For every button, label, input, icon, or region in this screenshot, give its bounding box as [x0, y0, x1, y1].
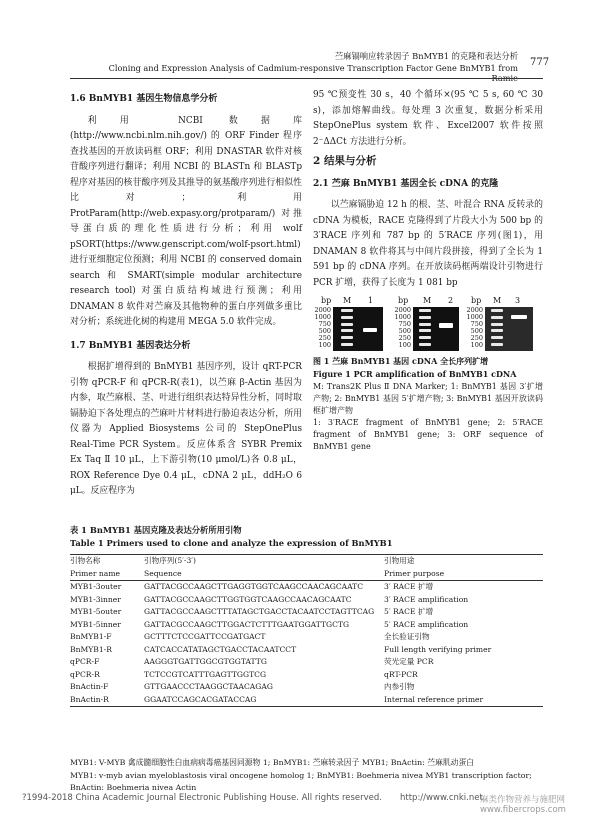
table-row: [70, 594, 543, 607]
ladder-2000: 2000: [314, 306, 331, 314]
table-row: [70, 669, 543, 682]
table-row: [70, 694, 543, 707]
table-title-en: Table 1 Primers used to clone and analyze the expression of BnMYB1: [70, 538, 393, 548]
primer-purpose: Full length verifying primer: [384, 644, 492, 654]
ladder-100: 100: [470, 341, 483, 349]
ladder-250: 250: [318, 334, 331, 342]
lane-label-2: 2: [448, 296, 454, 305]
table-row: [70, 681, 543, 694]
primer-purpose: 5′ RACE 扩增: [384, 607, 434, 616]
table-row: [70, 656, 543, 669]
section-1-6-body: 利用 NCBI 数据库 (http://www.ncbi.nlm.nih.gov/) 的 ORF Finder 程序查找基因的开放读码框 ORF；利用 DNASTAR 软件对核苷酸序列进行翻译；利用 NCBI 的 BLASTn 和 BLASTp 程序对基因的核苷酸序列及其推导的氨基酸序列进行相似性比对；利用 ProtParam(http://web.expasy.org/protparam/) 对推导蛋白质的理化性质进行分析；利用 wolf pSORT(https://www.genscript.com/wolf-psort.html) 进行亚细胞定位预测；利用 NCBI 的 conserved domain search 和 SMART(simple modular architecture research tool) 对蛋白质结构域进行预测；利用 DNAMAN 8 软件对苎麻及其他物种的蛋白序列做多重比对分析；系统进化树的构建用 MEGA 5.0 软件完成。: [70, 115, 302, 327]
gel-figure: [313, 293, 543, 451]
caption-en: Figure 1 PCR amplification of BnMYB1 cDNA: [313, 369, 517, 379]
primer-purpose: 3′ RACE 扩增: [384, 582, 434, 591]
left-column: [70, 88, 302, 500]
ladder-500: 500: [318, 327, 331, 335]
lane-label-bp: bp: [321, 296, 332, 305]
ladder-500: 500: [470, 327, 483, 335]
primer-name: MYB1-5outer: [70, 607, 122, 616]
table-row: [70, 606, 543, 619]
primer-sequence: CATCACCATATAGCTGACCTACAATCCT: [144, 644, 297, 654]
ladder-1000: 1000: [394, 313, 411, 321]
primer-sequence: GATTACGCCAAGCTTTATAGCTGACCTACAATCCTAGTTCAG: [144, 607, 375, 616]
section-2-1-heading: 2.1 苎麻 BnMYB1 基因全长 cDNA 的克隆: [313, 178, 499, 189]
table-note-en: MYB1: v-myb avian myeloblastosis viral oncogene homolog 1; BnMYB1: Boehmeria nivea MYB1 transcription factor; BnActin: Boehmeria nivea Actin: [70, 770, 532, 792]
section-1-7-heading: 1.7 BnMYB1 基因表达分析: [70, 340, 191, 351]
table-header-cn: 引物名称 引物序列(5′-3′) 引物用途: [70, 556, 415, 565]
section-2-heading: 2 结果与分析: [313, 155, 377, 167]
table-body: [70, 581, 543, 706]
ladder-750: 750: [318, 320, 331, 328]
header-rule: [70, 78, 543, 79]
lane-label-1: 1: [368, 296, 374, 305]
primer-name: MYB1-5inner: [70, 619, 121, 629]
figure-caption: [313, 355, 543, 453]
section-2-1-body: 以苎麻镉胁迫 12 h 的根、茎、叶混合 RNA 反转录的 cDNA 为模板，RACE 克隆得到了片段大小为 500 bp 的 3′RACE 序列和 787 bp 的 5′RACE 序列(图1)，用 DNAMAN 8 软件将其与中间片段拼接，得到了全长为 1 591 bp 的 cDNA 序列。在开放读码框两端设计引物进行 PCR 扩增，获得了长度为 1 081 bp: [313, 200, 543, 288]
lane-label-marker: M: [423, 296, 432, 305]
primer-name: BnMYB1-F: [70, 632, 112, 641]
table-note: [70, 757, 543, 795]
primer-table: [70, 554, 543, 707]
primer-sequence: GGAATCCAGCACGATACCAG: [144, 694, 257, 704]
lane-label-bp: bp: [398, 296, 409, 305]
caption-lanes-en: 1: 3′RACE fragment of BnMYB1 gene; 2: 5′RACE fragment of BnMYB1 gene; 3: ORF sequence of BnMYB1 gene: [313, 418, 543, 451]
table-title-cn: 表 1 BnMYB1 基因克隆及表达分析所用引物: [70, 525, 242, 535]
lane-label-bp: bp: [471, 296, 482, 305]
ladder-500: 500: [398, 327, 411, 335]
primer-purpose: qRT-PCR: [384, 669, 418, 679]
running-title-en: Cloning and Expression Analysis of Cadmium-responsive Transcription Factor Gene BnMYB1 from Ramie: [108, 63, 518, 83]
primer-sequence: TCTCCGTCATTTGAGTTGGTCG: [144, 669, 267, 679]
primer-sequence: GCTTTCTCCGATTCCGATGACT: [144, 632, 266, 641]
lane-label-3: 3: [515, 296, 521, 305]
ladder-250: 250: [398, 334, 411, 342]
table-row: [70, 581, 543, 594]
ladder-2000: 2000: [394, 306, 411, 314]
primer-name: BnMYB1-R: [70, 644, 112, 654]
lane-label-marker: M: [343, 296, 352, 305]
primer-name: MYB1-3inner: [70, 594, 121, 604]
ladder-1000: 1000: [314, 313, 331, 321]
page-number: 777: [530, 57, 550, 68]
caption-lanes-cn: M: Trans2K Plus Ⅱ DNA Marker; 1: BnMYB1 基因 3′扩增产物; 2: BnMYB1 基因 5′扩增产物; 3: BnMYB1 基因开放读码框扩增产物: [313, 382, 543, 415]
copyright: ?1994-2018 China Academic Journal Electronic Publishing House. All rights reserved.: [22, 793, 382, 803]
ladder-750: 750: [398, 320, 411, 328]
primer-purpose: 荧光定量 PCR: [384, 657, 434, 666]
primer-purpose: 5′ RACE amplification: [384, 619, 469, 629]
ladder-2000: 2000: [466, 306, 483, 314]
primer-name: BnActin-R: [70, 694, 109, 704]
table-row: [70, 644, 543, 657]
caption-cn: 图 1 苎麻 BnMYB1 基因 cDNA 全长序列扩增: [313, 356, 489, 366]
ladder-250: 250: [470, 334, 483, 342]
ladder-750: 750: [470, 320, 483, 328]
running-title-cn: 苎麻镉响应转录因子 BnMYB1 的克隆和表达分析: [334, 51, 518, 61]
primer-sequence: GTTGAACCCTAAGGCTAACAGAG: [144, 682, 273, 691]
table-note-cn: MYB1: V-MYB 禽成髓细胞性白血病病毒癌基因同源物 1; BnMYB1: 苎麻转录因子 MYB1; BnActin: 苎麻肌动蛋白: [70, 758, 475, 767]
method-continuation: 95 ℃预变性 30 s，40 个循环×(95 ℃ 5 s, 60 ℃ 30 s)，添加熔解曲线。每处理 3 次重复，数据分析采用 StepOnePlus system 软件、Excel2007 软件按照 2⁻ΔΔCt 方法进行分析。: [313, 90, 543, 147]
primer-sequence: GATTACGCCAAGCTTGGACTCTTTGAATGGATTGCTG: [144, 619, 350, 629]
table-header-en: Primer name Sequence Primer purpose: [70, 568, 445, 578]
primer-name: qPCR-F: [70, 657, 100, 666]
primer-sequence: AAGGGTGATTGGCGTGGTATTG: [144, 657, 267, 666]
ladder-100: 100: [318, 341, 331, 349]
table-row: [70, 631, 543, 644]
cnki-link[interactable]: http://www.cnki.net: [400, 793, 483, 803]
primer-name: MYB1-3outer: [70, 582, 122, 591]
section-1-6-heading: 1.6 BnMYB1 基因生物信息学分析: [70, 94, 218, 104]
gel-image-2: [413, 307, 459, 351]
primer-purpose: Internal reference primer: [384, 694, 484, 704]
gel-image-1: [333, 307, 383, 351]
lane-label-marker: M: [493, 296, 502, 305]
right-column: [313, 88, 543, 451]
table-row: [70, 619, 543, 632]
ladder-1000: 1000: [466, 313, 483, 321]
primer-purpose: 全长验证引物: [384, 632, 430, 641]
watermark: 麻类作物营养与施肥网 www.fibercrops.com: [480, 795, 566, 815]
primer-name: BnActin-F: [70, 682, 109, 691]
primer-sequence: GATTACGCCAAGCTTGAGGTGGTCAAGCCAACAGCAATC: [144, 582, 364, 591]
primer-purpose: 3′ RACE amplification: [384, 594, 469, 604]
primer-name: qPCR-R: [70, 669, 100, 679]
primer-purpose: 内参引物: [384, 682, 415, 691]
section-1-7-body: 根据扩增得到的 BnMYB1 基因序列，设计 qRT-PCR 引物 qPCR-F 和 qPCR-R(表1)，以苎麻 β-Actin 基因为内参，取苎麻根、茎、叶进行组织表达特异性分析，同时取镉胁迫下各处理点的苎麻叶片材料进行胁迫表达分析，所用仪器为 Applied Biosystems 公司的 StepOnePlus Real-Time PCR System。反应体系含 SYBR Premix Ex Taq Ⅱ 10 μL，上下游引物(10 μmol/L)各 0.8 μL，ROX Reference Dye 0.4 μL，cDNA 2 μL，ddH₂O 6 μL。反应程序为: [70, 362, 302, 496]
gel-image-3: [485, 307, 533, 351]
ladder-100: 100: [398, 341, 411, 349]
primer-sequence: GATTACGCCAAGCTTGGTGGTCAAGCCAACAGCAATC: [144, 594, 352, 604]
